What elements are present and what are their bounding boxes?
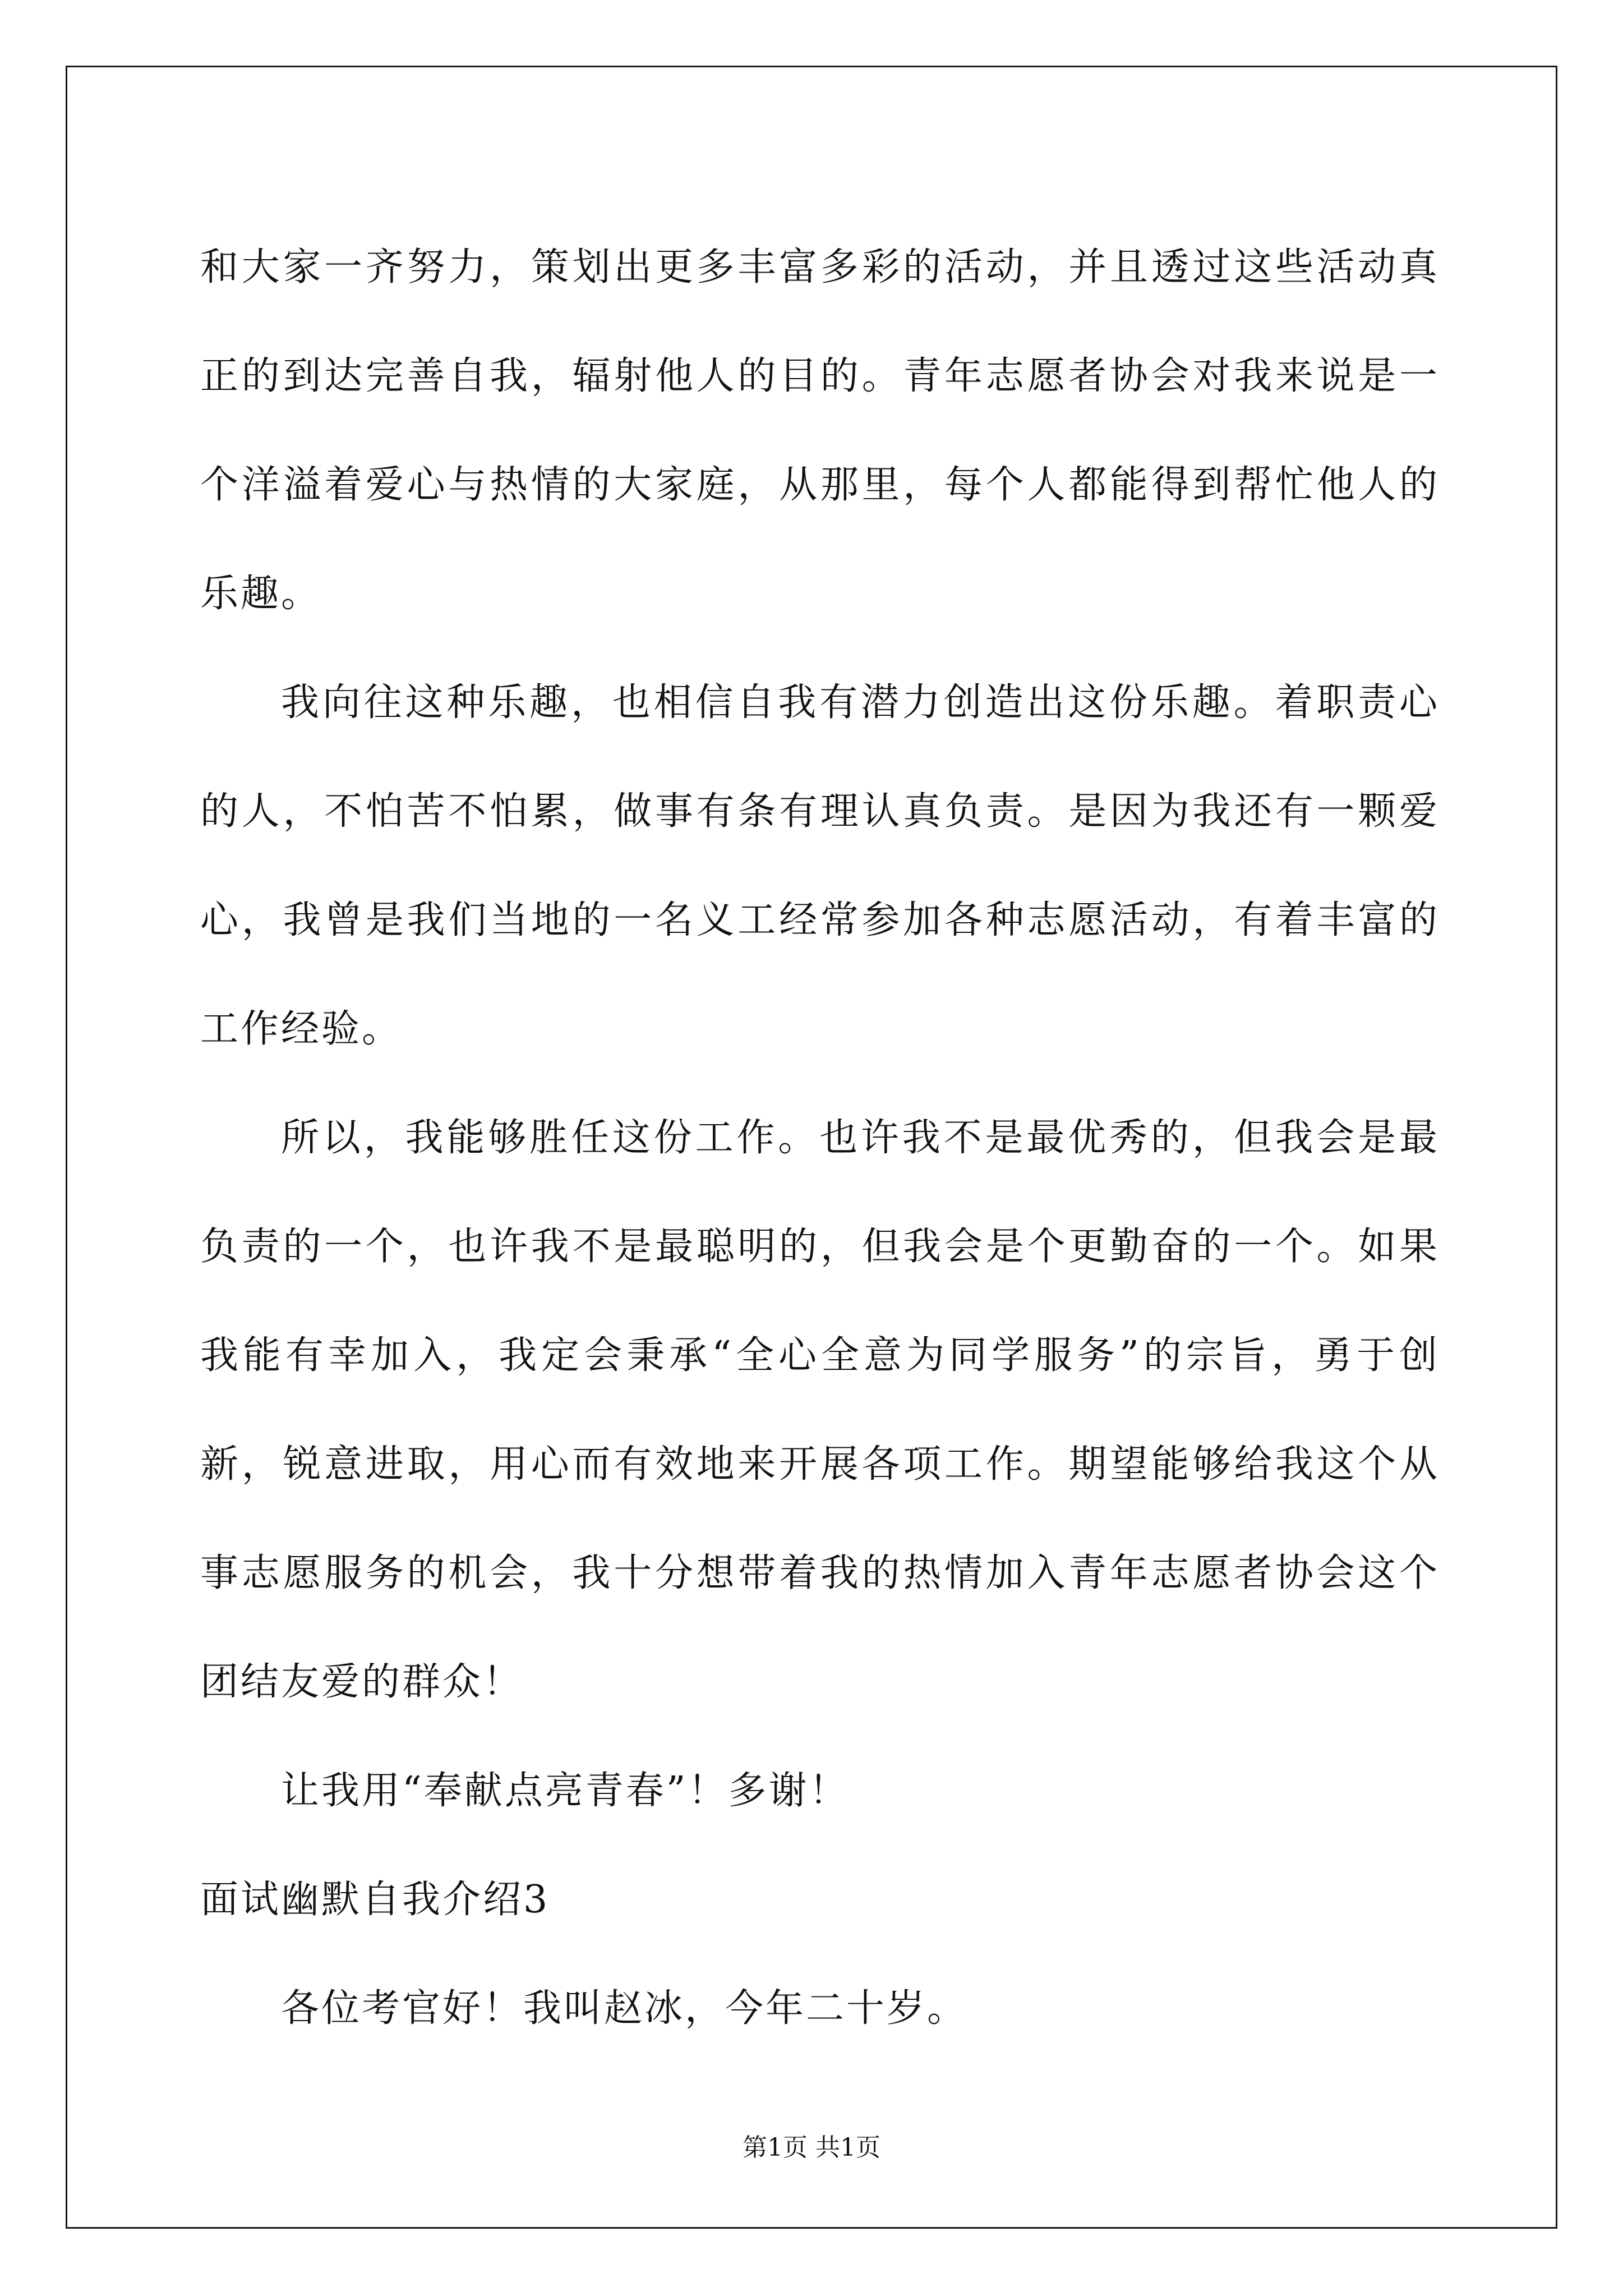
paragraph-1: 和大家一齐努力，策划出更多丰富多彩的活动，并且透过这些活动真正的到达完善自我，辐射他人的目的。青年志愿者协会对我来说是一个洋溢着爱心与热情的大家庭，从那里，每个人都能得到帮忙他人的乐趣。: [200, 245, 1440, 616]
paragraph-2: 我向往这种乐趣，也相信自我有潜力创造出这份乐趣。着职责心的人，不怕苦不怕累，做事有条有理认真负责。是因为我还有一颗爱心，我曾是我们当地的一名义工经常参加各种志愿活动，有着丰富的工作经验。: [200, 680, 1440, 1051]
section-heading: 面试幽默自我介绍3: [200, 1878, 550, 1922]
paragraph-5: 各位考官好！我叫赵冰，今年二十岁。: [281, 1986, 968, 2031]
document-body: [200, 213, 1440, 2063]
paragraph-3: 所以，我能够胜任这份工作。也许我不是最优秀的，但我会是最负责的一个，也许我不是最聪明的，但我会是个更勤奋的一个。如果我能有幸加入，我定会秉承“全心全意为同学服务”的宗旨，勇于创新，锐意进取，用心而有效地来开展各项工作。期望能够给我这个从事志愿服务的机会，我十分想带着我的热情加入青年志愿者协会这个团结友爱的群众！: [200, 1116, 1440, 1704]
paragraph-4: 让我用“奉献点亮青春”！多谢！: [281, 1769, 850, 1813]
page-footer: 第1页 共1页: [743, 2133, 880, 2162]
